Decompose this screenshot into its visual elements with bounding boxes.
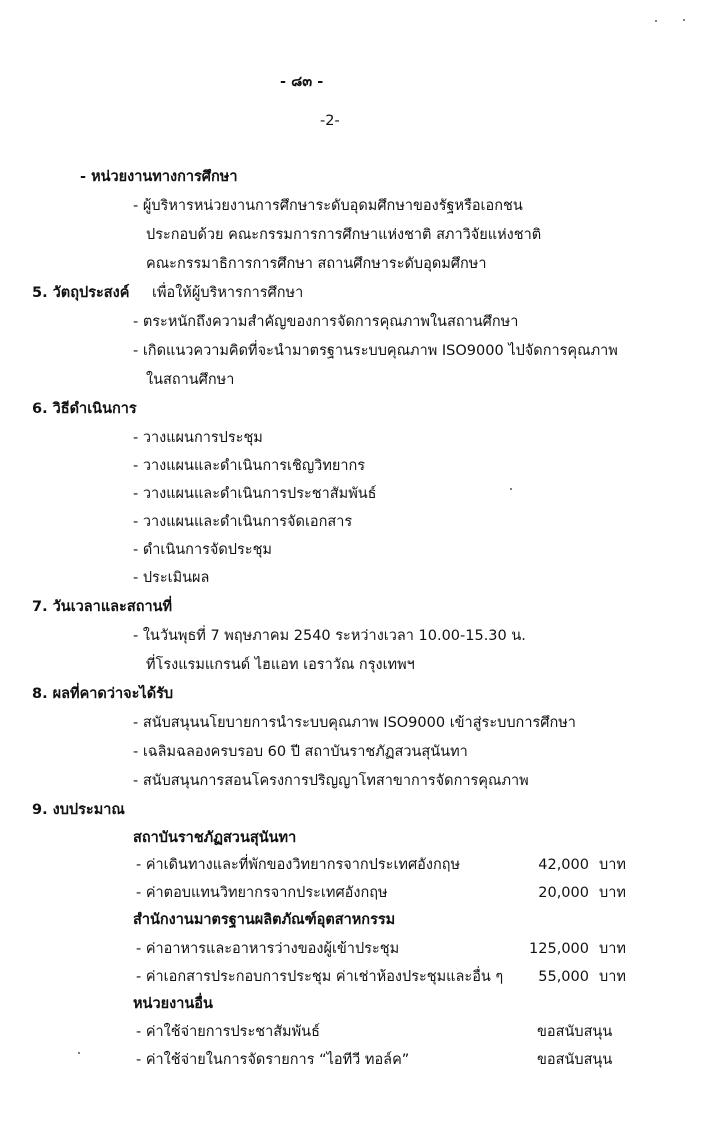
section-5-intro: เพื่อให้ผู้บริหารการศึกษา [152,285,304,301]
section-7-line-2: ที่โรงแรมแกรนด์ ไฮแอท เอราวัณ กรุงเทพฯ [146,657,415,673]
section-6-item: - ประเมินผล [133,570,210,586]
budget-item-unit: บาท [599,857,626,873]
section-8-item: - เฉลิมฉลองครบรอบ 60 ปี สถาบันราชภัฏสวนสุนันทา [133,744,468,760]
budget-item-amount: 20,000 [538,885,589,901]
section-8-item: - สนับสนุนการสอนโครงการปริญญาโทสาขาการจัดการคุณภาพ [133,773,529,789]
budget-item-amount: 55,000 [538,969,589,985]
section-9-heading: 9. งบประมาณ [32,802,125,818]
section-6-item: - วางแผนและดำเนินการเชิญวิทยากร [133,458,366,474]
budget-item-unit: บาท [599,941,626,957]
section-5-line-1: - ตระหนักถึงความสำคัญของการจัดการคุณภาพในสถานศึกษา [133,314,519,330]
page-number-thai: - ๘๓ - [280,74,324,90]
scan-speck [510,488,512,490]
budget-item-unit: บาท [599,969,626,985]
scan-speck [683,19,685,21]
budget-item-amount: 42,000 [538,857,589,873]
scan-speck [78,1052,80,1054]
budget-item-desc: - ค่าเดินทางและที่พักของวิทยากรจากประเทศอังกฤษ [136,857,461,873]
budget-item-amount: ขอสนับสนุน [537,1052,613,1068]
education-line-3: คณะกรรมาธิการการศึกษา สถานศึกษาระดับอุดมศึกษา [146,256,487,272]
section-6-item: - วางแผนและดำเนินการจัดเอกสาร [133,514,353,530]
budget-item-desc: - ค่าใช้จ่ายการประชาสัมพันธ์ [136,1024,320,1040]
budget-item-desc: - ค่าตอบแทนวิทยากรจากประเทศอังกฤษ [136,885,388,901]
budget-group-title: สถาบันราชภัฏสวนสุนันทา [133,830,297,846]
budget-item-unit: บาท [599,885,626,901]
budget-item-amount: ขอสนับสนุน [537,1024,613,1040]
education-line-2: ประกอบด้วย คณะกรรมการการศึกษาแห่งชาติ สภาวิจัยแห่งชาติ [146,227,542,243]
section-heading-education: - หน่วยงานทางการศึกษา [80,169,238,185]
section-6-heading: 6. วิธีดำเนินการ [32,401,137,417]
budget-group-title: หน่วยงานอื่น [133,996,213,1012]
section-7-line-1: - ในวันพุธที่ 7 พฤษภาคม 2540 ระหว่างเวลา 10.00-15.30 น. [133,628,526,644]
section-5-heading: 5. วัตถุประสงค์ [32,285,130,301]
section-8-item: - สนับสนุนนโยบายการนำระบบคุณภาพ ISO9000 เข้าสู่ระบบการศึกษา [133,715,576,731]
budget-item-desc: - ค่าเอกสารประกอบการประชุม ค่าเช่าห้องประชุมและอื่น ๆ [136,969,504,985]
section-6-item: - วางแผนและดำเนินการประชาสัมพันธ์ [133,486,377,502]
budget-item-amount: 125,000 [529,941,589,957]
section-8-heading: 8. ผลที่คาดว่าจะได้รับ [32,686,174,702]
section-6-item: - ดำเนินการจัดประชุม [133,542,272,558]
section-7-heading: 7. วันเวลาและสถานที่ [32,599,173,615]
scan-speck [655,20,657,22]
education-line-1: - ผู้บริหารหน่วยงานการศึกษาระดับอุดมศึกษาของรัฐหรือเอกชน [133,198,523,214]
budget-item-desc: - ค่าอาหารและอาหารว่างของผู้เข้าประชุม [136,941,400,957]
budget-group-title: สำนักงานมาตรฐานผลิตภัณฑ์อุตสาหกรรม [133,912,396,928]
section-6-item: - วางแผนการประชุม [133,430,263,446]
section-5-line-2: - เกิดแนวความคิดที่จะนำมาตรฐานระบบคุณภาพ ISO9000 ไปจัดการคุณภาพ [133,343,618,359]
budget-item-desc: - ค่าใช้จ่ายในการจัดรายการ “ไอทีวี ทอล์ค” [136,1052,410,1068]
section-5-line-3: ในสถานศึกษา [146,372,235,388]
page-number: -2- [320,113,340,129]
